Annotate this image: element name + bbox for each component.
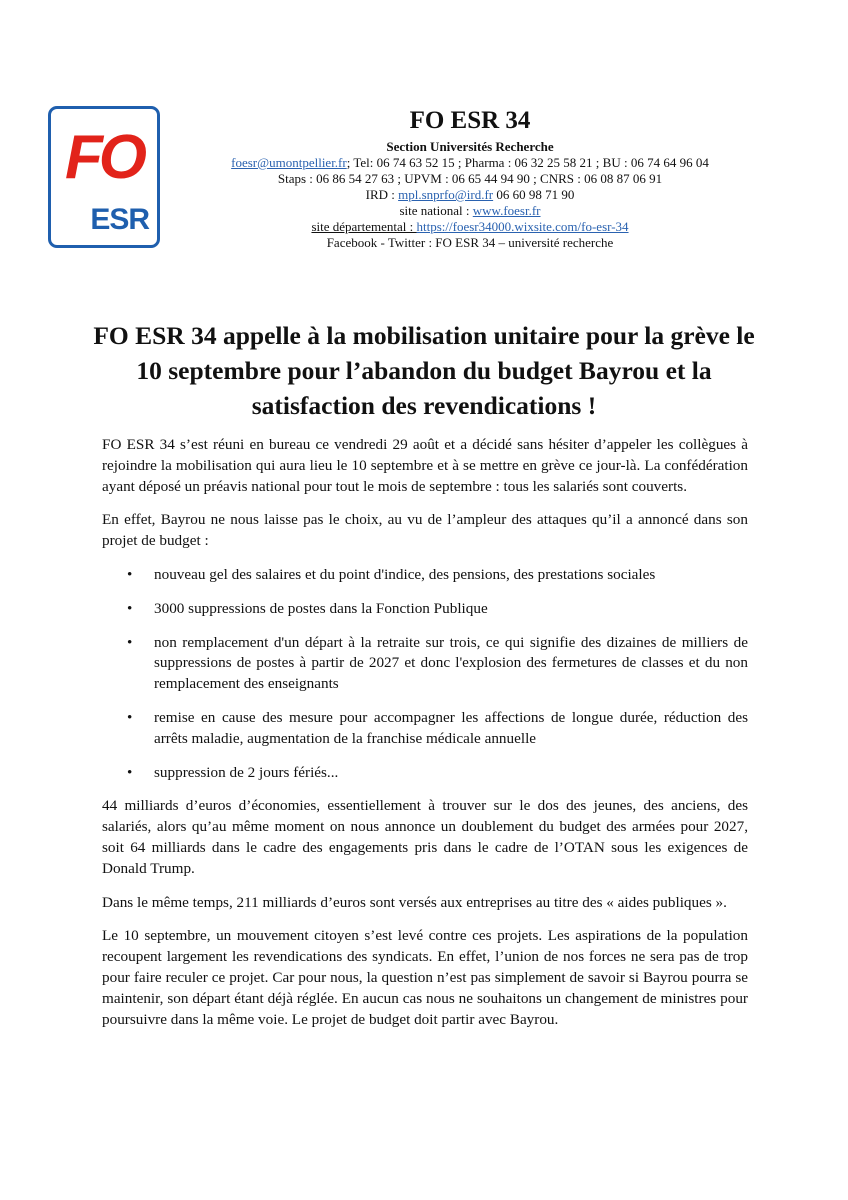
email-link[interactable]: foesr@umontpellier.fr bbox=[231, 155, 347, 170]
site-national-line bbox=[190, 203, 750, 219]
site-dept-label: site départemental : bbox=[311, 219, 417, 234]
contact-line-2: Staps : 06 86 54 27 63 ; UPVM : 06 65 44 94 90 ; CNRS : 06 08 87 06 91 bbox=[277, 171, 663, 186]
bullet-icon: • bbox=[127, 763, 133, 781]
org-name: FO ESR 34 bbox=[409, 107, 531, 134]
logo-fo-text: FO bbox=[64, 123, 144, 192]
bullet-icon: • bbox=[127, 599, 133, 617]
list-item bbox=[127, 708, 748, 750]
ird-phone: 06 60 98 71 90 bbox=[493, 187, 575, 202]
fo-esr-logo bbox=[48, 106, 160, 248]
ird-line bbox=[190, 187, 750, 203]
bullet-icon: • bbox=[127, 633, 133, 651]
list-item-text: non remplacement d'un départ à la retraite sur trois, ce qui signifie des dizaines de milliers de suppressions de postes à partir de 2027 et donc l'explosion des fermetures de classes et du non remplacement des enseignants bbox=[154, 633, 748, 693]
letterhead bbox=[190, 106, 750, 251]
document-body bbox=[102, 435, 748, 1043]
budget-measures-list bbox=[102, 565, 748, 783]
paragraph-2: En effet, Bayrou ne nous laisse pas le choix, au vu de l’ampleur des attaques qu’il a annoncé dans son projet de budget : bbox=[102, 511, 748, 550]
site-national-label: site national : bbox=[399, 203, 473, 218]
social-line: Facebook - Twitter : FO ESR 34 – université recherche bbox=[326, 235, 614, 250]
logo-esr-text: ESR bbox=[90, 203, 149, 236]
paragraph-3: 44 milliards d’euros d’économies, essentiellement à trouver sur le dos des jeunes, des anciens, des salariés, alors qu’au même moment on nous annonce un doublement du budget des armées pour 2027, soit 64 milliards dans le cadre des engagements pris dans le cadre de l’OTAN sous les exigences de Donald Trump. bbox=[102, 797, 748, 877]
list-item-text: 3000 suppressions de postes dans la Fonction Publique bbox=[154, 599, 488, 617]
contact-line-1 bbox=[190, 155, 750, 171]
site-dept-line bbox=[190, 219, 750, 235]
bullet-icon: • bbox=[127, 708, 133, 726]
list-item bbox=[127, 565, 748, 586]
ird-email-link[interactable]: mpl.snprfo@ird.fr bbox=[398, 187, 494, 202]
list-item-text: remise en cause des mesure pour accompagner les affections de longue durée, réduction des arrêts maladie, augmentation de la franchise médicale annuelle bbox=[154, 708, 748, 747]
list-item bbox=[127, 599, 748, 620]
paragraph-1: FO ESR 34 s’est réuni en bureau ce vendredi 29 août et a décidé sans hésiter d’appeler les collègues à rejoindre la mobilisation qui aura lieu le 10 septembre et à se mettre en grève ce jour-là. La confédération ayant déposé un préavis national pour tout le mois de septembre : tous les salariés sont couverts. bbox=[102, 436, 748, 495]
list-item bbox=[127, 763, 748, 784]
paragraph-4: Dans le même temps, 211 milliards d’euros sont versés aux entreprises au titre des « aides publiques ». bbox=[102, 893, 727, 911]
contact-line-1-text: ; Tel: 06 74 63 52 15 ; Pharma : 06 32 25 58 21 ; BU : 06 74 64 96 04 bbox=[346, 155, 709, 170]
paragraph-5: Le 10 septembre, un mouvement citoyen s’est levé contre ces projets. Les aspirations de la population recoupent largement les revendications des syndicats. En effet, l’union de nos forces ne sera pas de trop pour faire reculer ce projet. Car pour nous, la question n’est pas simplement de savoir si Bayrou pourra se maintenir, son départ étant déjà réglée. En aucun cas nous ne souhaitons un changement de ministres pour poursuivre dans la même voie. Le projet de budget doit partir avec Bayrou. bbox=[102, 927, 748, 1028]
document-title: FO ESR 34 appelle à la mobilisation unitaire pour la grève le 10 septembre pour l’abandon du budget Bayrou et la satisfaction des revendications ! bbox=[93, 321, 755, 420]
ird-label: IRD : bbox=[365, 187, 399, 202]
list-item bbox=[127, 633, 748, 695]
list-item-text: nouveau gel des salaires et du point d'indice, des pensions, des prestations sociales bbox=[154, 565, 656, 583]
site-national-link[interactable]: www.foesr.fr bbox=[472, 203, 541, 218]
section-name: Section Universités Recherche bbox=[386, 139, 554, 154]
bullet-icon: • bbox=[127, 565, 133, 583]
site-dept-link[interactable]: https://foesr34000.wixsite.com/fo-esr-34 bbox=[416, 219, 629, 234]
list-item-text: suppression de 2 jours fériés... bbox=[154, 763, 339, 781]
